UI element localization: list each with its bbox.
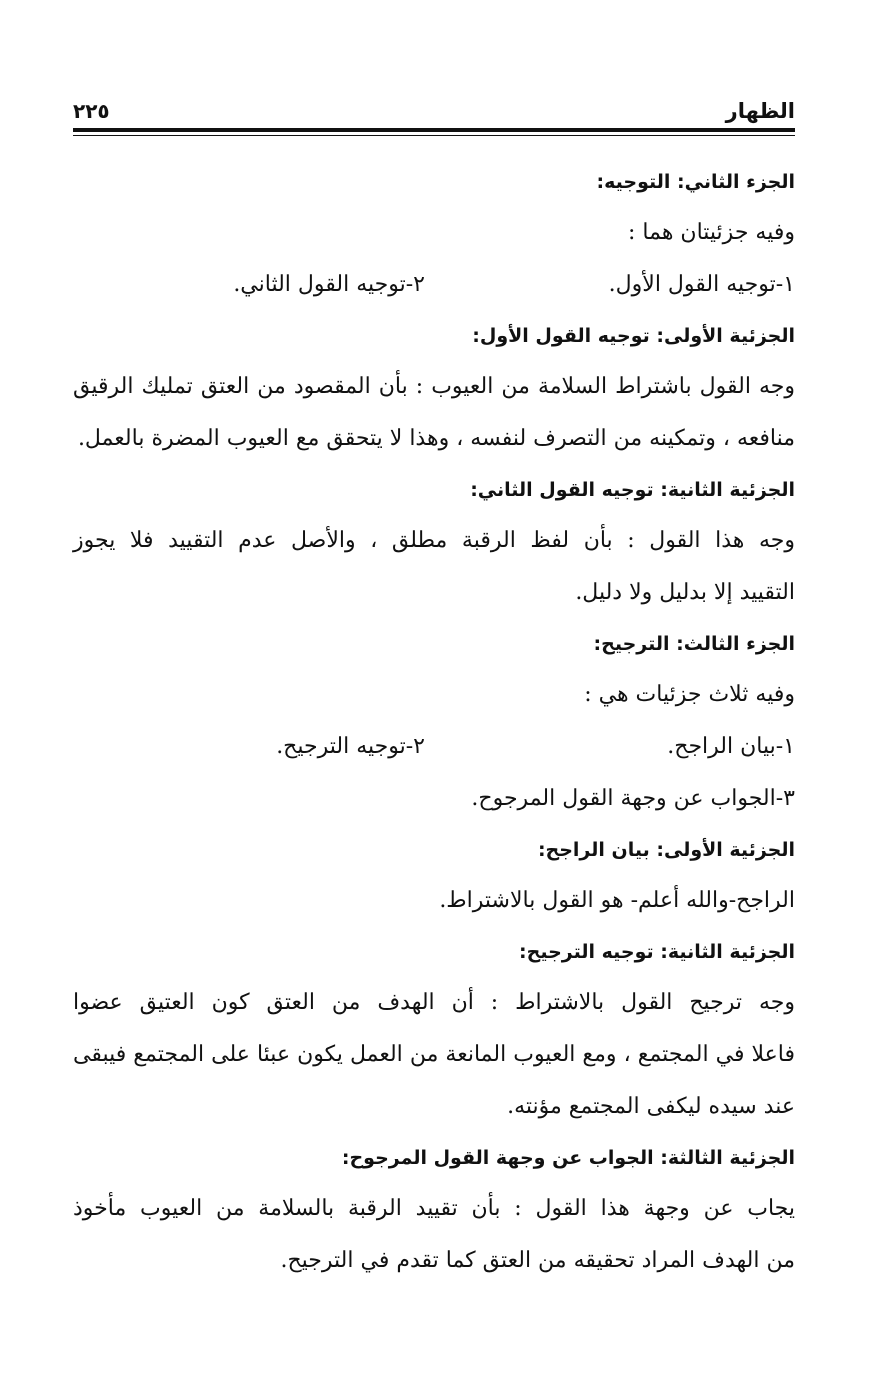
running-title: الظهار bbox=[725, 99, 795, 123]
header-rule bbox=[73, 128, 795, 137]
page-number: ٢٢٥ bbox=[73, 99, 110, 123]
page-header bbox=[73, 98, 795, 126]
subsection-heading: الجزئية الأولى: توجيه القول الأول: bbox=[472, 325, 795, 347]
paragraph-line: فاعلا في المجتمع ، ومع العيوب المانعة من العمل يكون عبئا على المجتمع فيبقى bbox=[73, 1042, 795, 1067]
paragraph-line: الراجح-والله أعلم- هو القول بالاشتراط. bbox=[439, 888, 795, 913]
page-body bbox=[73, 157, 795, 1287]
list-item: ٢-توجيه القول الثاني. bbox=[233, 272, 425, 297]
paragraph-line: وفيه جزئيتان هما : bbox=[628, 220, 795, 245]
list-item: ٣-الجواب عن وجهة القول المرجوح. bbox=[471, 786, 795, 811]
paragraph-line: يجاب عن وجهة هذا القول : بأن تقييد الرقبة بالسلامة من العيوب مأخوذ bbox=[73, 1196, 795, 1221]
section-heading: الجزء الثالث: الترجيح: bbox=[593, 633, 795, 655]
subsection-heading: الجزئية الثانية: توجيه الترجيح: bbox=[519, 941, 795, 963]
section-heading: الجزء الثاني: التوجيه: bbox=[596, 171, 795, 193]
list-item: ١-بيان الراجح. bbox=[667, 734, 795, 759]
paragraph-line: وفيه ثلاث جزئيات هي : bbox=[584, 682, 795, 707]
paragraph-line: وجه هذا القول : بأن لفظ الرقبة مطلق ، والأصل عدم التقييد فلا يجوز bbox=[73, 528, 795, 553]
list-row bbox=[73, 259, 795, 311]
list-row bbox=[73, 721, 795, 773]
list-row bbox=[73, 773, 795, 825]
header-rule-thick bbox=[73, 128, 795, 132]
paragraph-line: منافعه ، وتمكينه من التصرف لنفسه ، وهذا لا يتحقق مع العيوب المضرة بالعمل. bbox=[77, 426, 795, 451]
header-rule-thin bbox=[73, 135, 795, 136]
paragraph-line: وجه القول باشتراط السلامة من العيوب : بأن المقصود من العتق تمليك الرقيق bbox=[73, 374, 795, 399]
paragraph-line: عند سيده ليكفى المجتمع مؤنته. bbox=[507, 1094, 795, 1119]
paragraph-line: وجه ترجيح القول بالاشتراط : أن الهدف من العتق كون العتيق عضوا bbox=[73, 990, 795, 1015]
subsection-heading: الجزئية الأولى: بيان الراجح: bbox=[537, 839, 795, 861]
paragraph-line: من الهدف المراد تحقيقه من العتق كما تقدم في الترجيح. bbox=[280, 1248, 795, 1273]
list-item: ١-توجيه القول الأول. bbox=[608, 272, 795, 297]
list-item: ٢-توجيه الترجيح. bbox=[276, 734, 425, 759]
subsection-heading: الجزئية الثانية: توجيه القول الثاني: bbox=[470, 479, 795, 501]
subsection-heading: الجزئية الثالثة: الجواب عن وجهة القول المرجوح: bbox=[341, 1147, 795, 1169]
paragraph-line: التقييد إلا بدليل ولا دليل. bbox=[575, 580, 795, 605]
